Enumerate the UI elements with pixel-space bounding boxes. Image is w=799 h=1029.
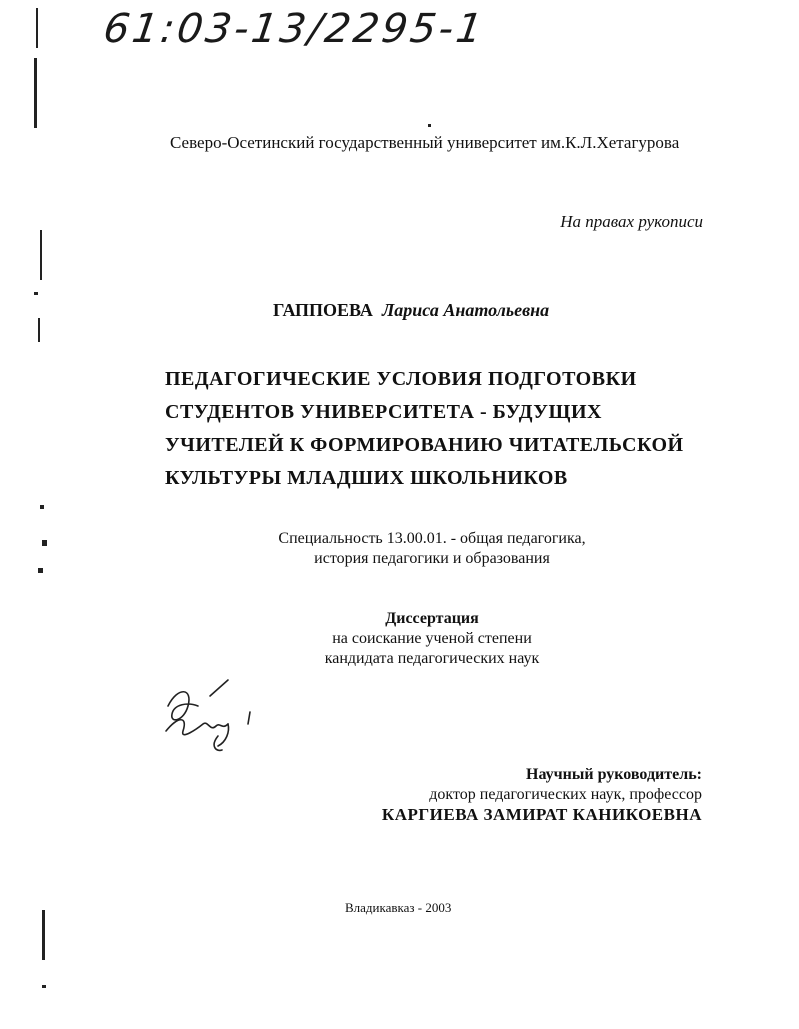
scan-artifact — [38, 318, 40, 342]
scan-artifact — [42, 540, 47, 546]
handwritten-signature — [158, 676, 268, 756]
title-line: УЧИТЕЛЕЙ К ФОРМИРОВАНИЮ ЧИТАТЕЛЬСКОЙ — [165, 434, 684, 456]
supervisor-degree: доктор педагогических наук, профессор — [429, 786, 702, 803]
dissertation-block — [232, 609, 632, 669]
title-line: СТУДЕНТОВ УНИВЕРСИТЕТА - БУДУЩИХ — [165, 401, 602, 423]
dissertation-label: Диссертация — [385, 610, 479, 627]
specialty-block — [232, 529, 632, 569]
author-given-names: Лариса Анатольевна — [381, 300, 550, 320]
scan-artifact — [42, 910, 45, 960]
dissertation-title — [165, 363, 684, 495]
scan-artifact — [40, 505, 44, 509]
city-year: Владикавказ - 2003 — [345, 900, 452, 915]
scan-artifact — [36, 8, 38, 48]
author-name — [273, 300, 549, 321]
supervisor-name: КАРГИЕВА ЗАМИРАТ КАНИКОЕВНА — [381, 805, 702, 824]
supervisor-label: Научный руководитель: — [526, 766, 702, 783]
scan-artifact — [34, 292, 38, 295]
manuscript-note: На правах рукописи — [560, 212, 703, 231]
university-name: Северо-Осетинский государственный университет им.К.Л.Хетагурова — [170, 133, 680, 152]
author-surname: ГАППОЕВА — [273, 300, 373, 320]
scan-artifact — [42, 985, 46, 988]
specialty-line: история педагогики и образования — [314, 550, 550, 567]
title-line: КУЛЬТУРЫ МЛАДШИХ ШКОЛЬНИКОВ — [165, 467, 568, 489]
scan-artifact — [428, 124, 431, 127]
supervisor-block — [382, 765, 702, 825]
scan-artifact — [40, 230, 42, 280]
dissertation-line: кандидата педагогических наук — [324, 650, 540, 667]
scan-artifact — [38, 568, 43, 573]
scan-artifact — [34, 58, 37, 128]
dissertation-line: на соискание ученой степени — [332, 630, 532, 647]
registration-number: 61:03-13/2295-1 — [100, 6, 488, 52]
title-line: ПЕДАГОГИЧЕСКИЕ УСЛОВИЯ ПОДГОТОВКИ — [165, 368, 637, 390]
specialty-line: Специальность 13.00.01. - общая педагогика, — [278, 530, 586, 547]
